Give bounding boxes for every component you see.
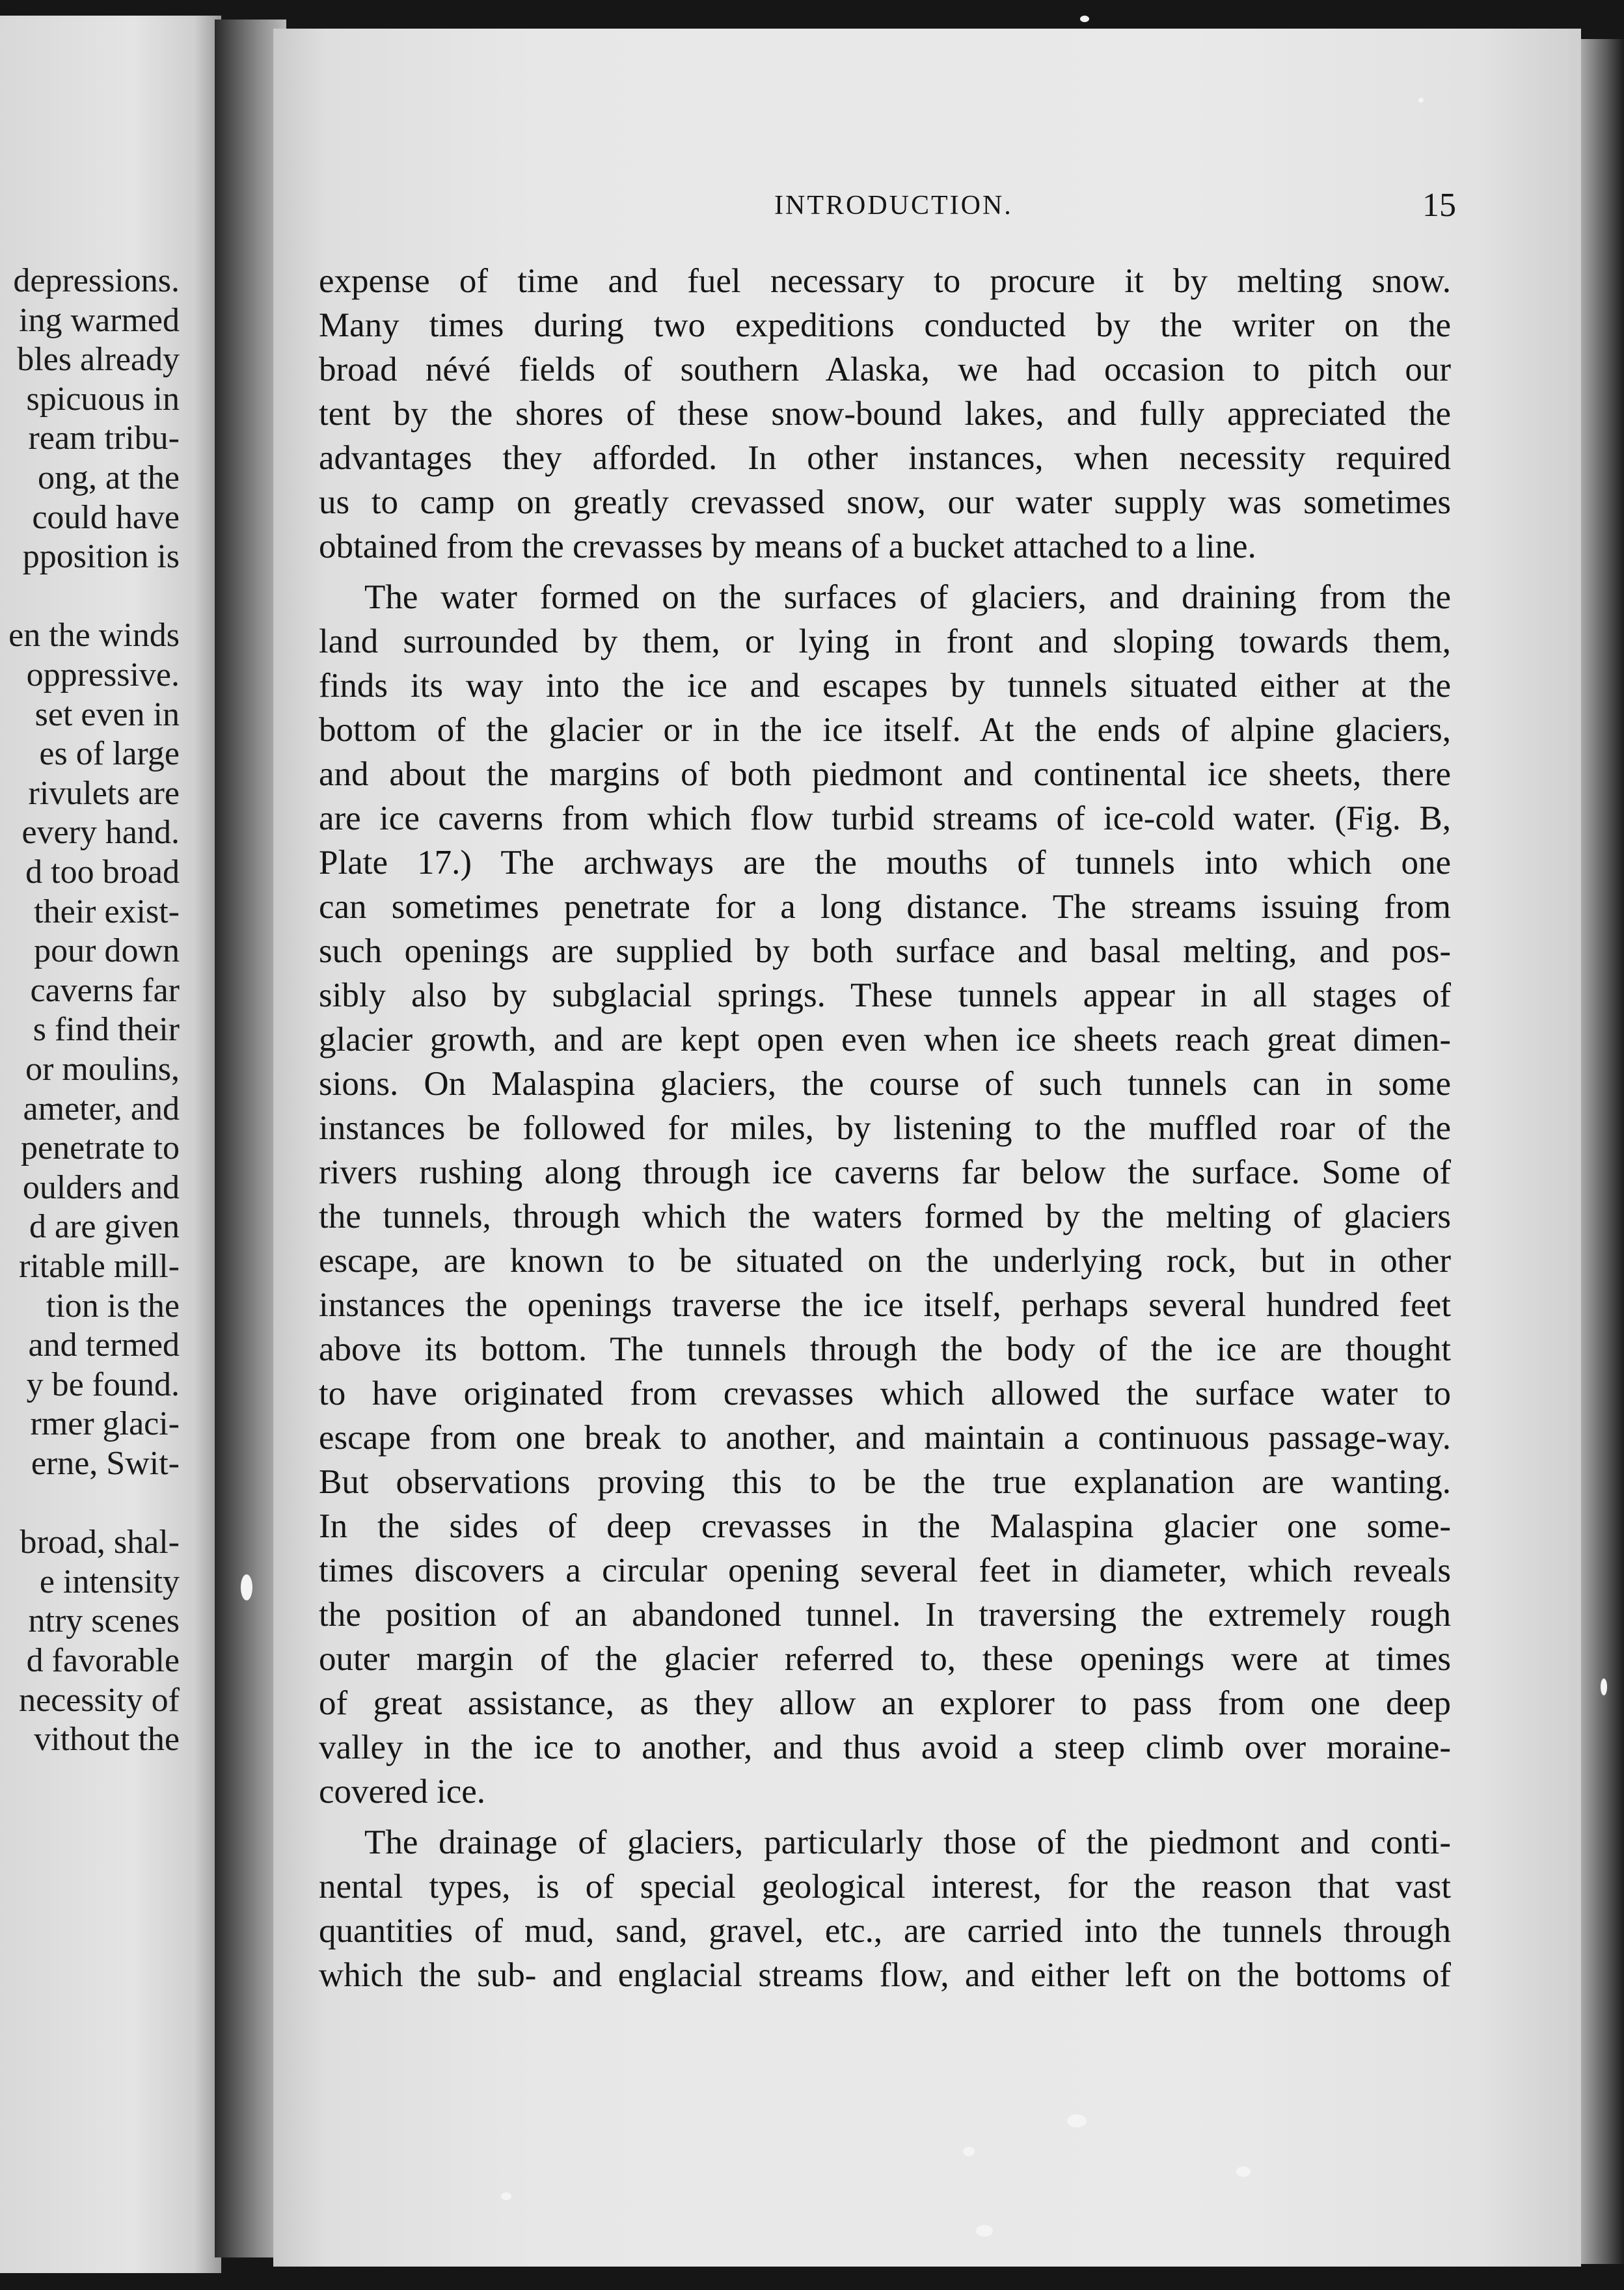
text-line: times discovers a circular opening several feet in diameter, which reveals	[319, 1552, 1451, 1589]
previous-page-line: oppressive.	[26, 656, 180, 694]
text-line: Plate 17.) The archways are the mouths of tunnels into which one	[319, 844, 1451, 882]
previous-page-line: every hand.	[21, 814, 180, 852]
text-line: tent by the shores of these snow-bound lakes, and fully appreciated the	[319, 395, 1451, 433]
previous-page-line: caverns far	[30, 971, 180, 1009]
text-line: quantities of mud, sand, gravel, etc., are carried into the tunnels through	[319, 1912, 1451, 1950]
paragraph	[319, 1820, 1451, 1997]
previous-page-line: s find their	[33, 1011, 180, 1049]
body-text	[319, 259, 1451, 1997]
text-line: of great assistance, as they allow an explorer to pass from one deep	[319, 1684, 1451, 1722]
scan-speck	[1236, 2166, 1251, 2177]
previous-page-line: broad, shal-	[20, 1524, 180, 1561]
text-line: rivers rushing along through ice caverns far below the surface. Some of	[319, 1153, 1451, 1191]
text-line: sibly also by subglacial springs. These tunnels appear in all stages of	[319, 977, 1451, 1014]
text-line: outer margin of the glacier referred to, these openings were at times	[319, 1640, 1451, 1678]
previous-page-line: pour down	[34, 932, 180, 970]
text-line: the position of an abandoned tunnel. In traversing the extremely rough	[319, 1596, 1451, 1634]
text-line: the tunnels, through which the waters formed by the melting of glaciers	[319, 1198, 1451, 1235]
text-line: which the sub- and englacial streams flow, and either left on the bottoms of	[319, 1956, 1451, 1994]
text-line: In the sides of deep crevasses in the Malaspina glacier one some-	[319, 1507, 1451, 1545]
text-line: But observations proving this to be the true explanation are wanting.	[319, 1463, 1451, 1501]
previous-page-line: e intensity	[39, 1563, 180, 1600]
scan-speck	[1418, 98, 1424, 103]
previous-page-line: d favorable	[26, 1642, 180, 1679]
text-line: valley in the ice to another, and thus avoid a steep climb over moraine-	[319, 1729, 1451, 1766]
text-line: glacier growth, and are kept open even when ice sheets reach great dimen-	[319, 1021, 1451, 1058]
text-line: escape from one break to another, and maintain a continuous passage-way.	[319, 1419, 1451, 1457]
previous-page-line: vithout the	[34, 1721, 180, 1758]
text-line: bottom of the glacier or in the ice itself. At the ends of alpine glaciers,	[319, 711, 1451, 749]
page-edge-shadow	[1581, 39, 1624, 2264]
previous-page-line: or moulins,	[25, 1051, 180, 1088]
previous-page-line: en the winds	[8, 617, 180, 654]
previous-page-line: ritable mill-	[19, 1248, 180, 1285]
previous-page-line: spicuous in	[26, 380, 180, 418]
previous-page-line: pposition is	[22, 538, 180, 576]
previous-page-line: rivulets are	[28, 774, 180, 812]
paragraph-gap	[319, 1814, 1451, 1820]
previous-page-line: necessity of	[19, 1681, 180, 1719]
previous-page-line: d are given	[29, 1208, 180, 1246]
running-head: INTRODUCTION.	[774, 191, 1013, 221]
text-line: Many times during two expeditions conducted by the writer on the	[319, 306, 1451, 344]
text-line: obtained from the crevasses by means of a bucket attached to a line.	[319, 528, 1256, 565]
previous-page-line: rmer glaci-	[30, 1405, 180, 1443]
previous-page-line: set even in	[34, 695, 180, 733]
previous-page-line: depressions.	[13, 262, 180, 299]
previous-page-line: bles already	[17, 341, 180, 379]
text-line: expense of time and fuel necessary to procure it by melting snow.	[319, 262, 1451, 300]
previous-page-line: d too broad	[25, 854, 180, 891]
text-line: The drainage of glaciers, particularly those of the piedmont and conti-	[364, 1824, 1451, 1861]
previous-page-line: ntry scenes	[28, 1602, 180, 1640]
text-line: us to camp on greatly crevassed snow, our water supply was sometimes	[319, 483, 1451, 521]
text-line: can sometimes penetrate for a long distance. The streams issuing from	[319, 888, 1451, 926]
previous-page-line: ream tribu-	[28, 420, 180, 457]
page-number: 15	[1422, 187, 1456, 224]
scan-speck	[1067, 2114, 1087, 2127]
previous-page-line: penetrate to	[21, 1129, 180, 1167]
paragraph	[319, 575, 1451, 1814]
paragraph-gap	[319, 569, 1451, 575]
scan-speck	[1601, 1678, 1607, 1695]
text-line: instances be followed for miles, by listening to the muffled roar of the	[319, 1109, 1451, 1147]
previous-page-line: y be found.	[26, 1366, 180, 1403]
scan-speck	[501, 2192, 511, 2200]
text-line: and about the margins of both piedmont and continental ice sheets, there	[319, 755, 1451, 793]
text-line: instances the openings traverse the ice itself, perhaps several hundred feet	[319, 1286, 1451, 1324]
previous-page-line: ong, at the	[37, 459, 180, 496]
previous-page-line: erne, Swit-	[31, 1445, 180, 1482]
text-line: above its bottom. The tunnels through the body of the ice are thought	[319, 1330, 1451, 1368]
paragraph	[319, 259, 1451, 569]
scan-speck	[1080, 16, 1089, 22]
previous-page-line: es of large	[39, 735, 180, 773]
text-line: to have originated from crevasses which allowed the surface water to	[319, 1375, 1451, 1412]
previous-page-line: could have	[32, 498, 180, 536]
text-line: such openings are supplied by both surface and basal melting, and pos-	[319, 932, 1451, 970]
previous-page-line: ing warmed	[19, 301, 180, 339]
scan-speck	[963, 2147, 975, 2156]
scan-speck	[241, 1574, 252, 1600]
text-line: escape, are known to be situated on the underlying rock, but in other	[319, 1242, 1451, 1280]
text-line: are ice caverns from which flow turbid streams of ice-cold water. (Fig. B,	[319, 800, 1451, 837]
text-line: nental types, is of special geological interest, for the reason that vast	[319, 1868, 1451, 1906]
text-line: finds its way into the ice and escapes by tunnels situated either at the	[319, 667, 1451, 705]
previous-page-line: ameter, and	[23, 1090, 180, 1127]
text-line: land surrounded by them, or lying in front and sloping towards them,	[319, 623, 1451, 660]
previous-page-line: their exist-	[34, 893, 180, 930]
previous-page-line: and termed	[28, 1327, 180, 1364]
text-line: advantages they afforded. In other instances, when necessity required	[319, 439, 1451, 477]
scan-speck	[976, 2225, 993, 2237]
text-line: sions. On Malaspina glaciers, the course of such tunnels can in some	[319, 1065, 1451, 1103]
previous-page-line: tion is the	[46, 1287, 180, 1325]
text-line: broad névé fields of southern Alaska, we had occasion to pitch our	[319, 351, 1451, 388]
previous-page-strip	[0, 16, 221, 2273]
previous-page-line: oulders and	[22, 1168, 180, 1206]
text-line: The water formed on the surfaces of glaciers, and draining from the	[364, 578, 1451, 616]
text-line: covered ice.	[319, 1773, 485, 1811]
